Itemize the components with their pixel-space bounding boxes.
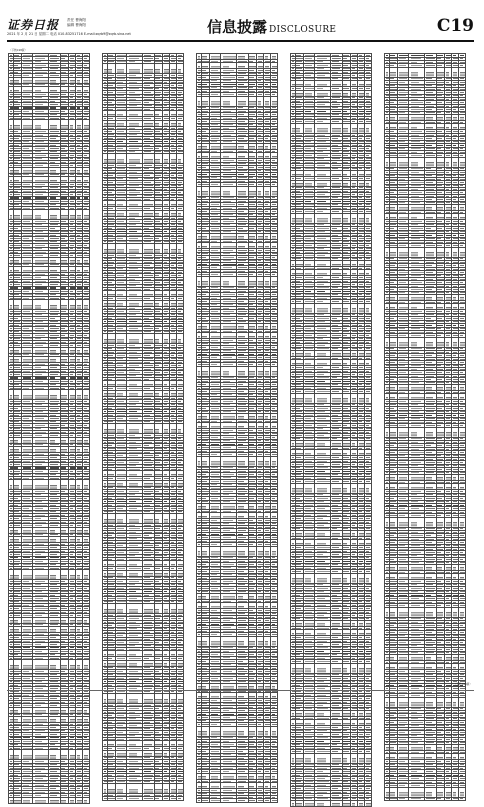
- table-cell: [13, 120, 21, 130]
- table-cell: [170, 154, 177, 164]
- table-row: [197, 276, 278, 286]
- table-cell: [237, 276, 248, 286]
- table-cell: [76, 750, 83, 760]
- table-cell: [60, 480, 68, 490]
- table-cell: [256, 366, 263, 376]
- table-cell: [264, 186, 271, 196]
- table-cell: [271, 186, 278, 196]
- table-cell: [83, 300, 90, 310]
- table-cell: [264, 456, 271, 466]
- table-cell: [209, 96, 220, 106]
- table-row: [9, 570, 90, 580]
- table-cell: [60, 390, 68, 400]
- table-cell: [154, 784, 162, 794]
- table-row: [103, 334, 184, 344]
- table-cell: [221, 366, 237, 376]
- table-cell: [127, 334, 143, 344]
- table-row: [197, 366, 278, 376]
- table-cell: [143, 604, 154, 614]
- table-cell: [256, 276, 263, 286]
- table-cell: [115, 797, 126, 800]
- table-cell: [21, 660, 32, 670]
- page-number: C19: [436, 16, 474, 36]
- table-cell: [68, 750, 75, 760]
- table-cell: [107, 604, 115, 614]
- table-cell: [68, 480, 75, 490]
- table-cell: [162, 244, 169, 254]
- table-cell: [76, 797, 83, 803]
- table-cell: [221, 186, 237, 196]
- table-cell: [162, 784, 169, 794]
- table-cell: [162, 334, 169, 344]
- table-cell: [107, 64, 115, 74]
- table-cell: [13, 210, 21, 220]
- table-cell: [107, 424, 115, 434]
- table-cell: [256, 456, 263, 466]
- table-cell: [107, 154, 115, 164]
- table-cell: [264, 276, 271, 286]
- editor-credits: [67, 18, 86, 27]
- table-cell: [115, 424, 126, 434]
- table-cell: [248, 276, 256, 286]
- masthead: [7, 16, 474, 40]
- masthead-rule: [7, 40, 474, 42]
- table-cell: [256, 96, 263, 106]
- section-title-en: DISCLOSURE: [269, 25, 337, 35]
- table-cell: [154, 604, 162, 614]
- section-title: [207, 16, 336, 37]
- table-cell: [21, 750, 32, 760]
- disclosure-table: [8, 53, 90, 804]
- table-row: [9, 797, 90, 803]
- table-cell: [264, 96, 271, 106]
- table-cell: [76, 480, 83, 490]
- table-cell: [60, 660, 68, 670]
- table-cell: [49, 300, 60, 310]
- table-row: [197, 186, 278, 196]
- table-cell: [68, 210, 75, 220]
- table-cell: [68, 300, 75, 310]
- table-cell: [127, 514, 143, 524]
- table-cell: [83, 750, 90, 760]
- editor-credit-line-2: 编辑 曹海阳: [67, 22, 87, 27]
- table-cell: [49, 570, 60, 580]
- table-cell: [221, 456, 237, 466]
- editor-credit-line-1: 责任 曹海阳: [67, 18, 87, 22]
- table-cell: [21, 797, 32, 803]
- table-cell: [21, 480, 32, 490]
- section-title-cn: 信息披露: [207, 18, 268, 36]
- table-cell: [162, 694, 169, 704]
- table-cell: [33, 750, 49, 760]
- table-cell: [76, 300, 83, 310]
- table-cell: [49, 210, 60, 220]
- table-cell: [33, 797, 49, 803]
- table-cell: [209, 186, 220, 196]
- table-cell: [170, 797, 177, 800]
- table-cell: [49, 390, 60, 400]
- table-row: [9, 300, 90, 310]
- table-cell: [162, 154, 169, 164]
- table-cell: [33, 210, 49, 220]
- table-cell: [209, 276, 220, 286]
- table-cell: [154, 514, 162, 524]
- table-cell: [143, 424, 154, 434]
- table-cell: [201, 276, 209, 286]
- table-cell: [271, 276, 278, 286]
- table-cell: [49, 797, 60, 803]
- table-row: [197, 96, 278, 106]
- table-cell: [170, 334, 177, 344]
- table-cell: [154, 424, 162, 434]
- table-cell: [68, 797, 75, 803]
- table-cell: [170, 514, 177, 524]
- table-cell: [33, 480, 49, 490]
- table-cell: [115, 514, 126, 524]
- table-cell: [154, 797, 162, 800]
- table-cell: [68, 660, 75, 670]
- disclosure-table: [102, 53, 184, 801]
- table-row: [103, 244, 184, 254]
- table-cell: [143, 784, 154, 794]
- table-cell: [221, 276, 237, 286]
- table-cell: [21, 570, 32, 580]
- table-cell: [68, 570, 75, 580]
- table-row: [103, 514, 184, 524]
- table-cell: [154, 694, 162, 704]
- table-cell: [177, 64, 184, 74]
- table-cell: [60, 570, 68, 580]
- table-cell: [271, 456, 278, 466]
- table-cell: [13, 480, 21, 490]
- table-row: [103, 154, 184, 164]
- table-cell: [115, 604, 126, 614]
- table-cell: [21, 210, 32, 220]
- table-row: [103, 424, 184, 434]
- table-cell: [248, 96, 256, 106]
- table-cell: [237, 366, 248, 376]
- table-row: [9, 390, 90, 400]
- table-cell: [170, 64, 177, 74]
- table-cell: [170, 784, 177, 794]
- table-cell: [68, 120, 75, 130]
- table-cell: [264, 366, 271, 376]
- table-cell: [177, 797, 184, 800]
- table-cell: [107, 334, 115, 344]
- table-cell: [162, 514, 169, 524]
- table-cell: [127, 797, 143, 800]
- table-cell: [209, 456, 220, 466]
- table-row: [103, 64, 184, 74]
- table-cell: [143, 694, 154, 704]
- table-cell: [162, 604, 169, 614]
- table-cell: [143, 514, 154, 524]
- table-cell: [143, 797, 154, 800]
- table-cell: [162, 64, 169, 74]
- table-cell: [237, 456, 248, 466]
- table-cell: [201, 186, 209, 196]
- table-cell: [33, 120, 49, 130]
- table-cell: [248, 186, 256, 196]
- table-row: [9, 120, 90, 130]
- table-cell: [83, 120, 90, 130]
- table-cell: [60, 300, 68, 310]
- table-cell: [154, 64, 162, 74]
- newspaper-logo: 证券日报: [7, 18, 60, 32]
- table-cell: [115, 694, 126, 704]
- table-cell: [83, 480, 90, 490]
- table-cell: [237, 96, 248, 106]
- table-cell: [170, 604, 177, 614]
- table-cell: [13, 390, 21, 400]
- table-cell: [21, 300, 32, 310]
- table-cell: [49, 660, 60, 670]
- table-cell: [143, 64, 154, 74]
- table-cell: [154, 154, 162, 164]
- table-row: [9, 750, 90, 760]
- table-cell: [154, 334, 162, 344]
- table-cell: [83, 390, 90, 400]
- table-cell: [154, 244, 162, 254]
- table-cell: [221, 96, 237, 106]
- table-cell: [170, 424, 177, 434]
- table-cell: [201, 366, 209, 376]
- table-cell: [107, 784, 115, 794]
- table-cell: [248, 366, 256, 376]
- table-cell: [209, 366, 220, 376]
- table-cell: [127, 244, 143, 254]
- table-cell: [60, 210, 68, 220]
- column-caption: （下转C18版）: [9, 49, 28, 52]
- table-cell: [49, 120, 60, 130]
- table-row: [197, 456, 278, 466]
- table-cell: [13, 660, 21, 670]
- table-cell: [248, 456, 256, 466]
- table-row: [9, 210, 90, 220]
- table-cell: [21, 390, 32, 400]
- table-cell: [13, 300, 21, 310]
- table-cell: [115, 64, 126, 74]
- table-cell: [13, 797, 21, 803]
- table-cell: [237, 186, 248, 196]
- table-cell: [162, 424, 169, 434]
- table-cell: [177, 604, 184, 614]
- table-cell: [107, 244, 115, 254]
- table-cell: [76, 390, 83, 400]
- table-cell: [60, 750, 68, 760]
- table-cell: [177, 424, 184, 434]
- table-cell: [256, 186, 263, 196]
- disclosure-column-2: [102, 48, 184, 801]
- table-cell: [33, 660, 49, 670]
- table-cell: [60, 120, 68, 130]
- issue-date-line: 2021 年 2 月 21 日 星期二 电话 010-83251716 E-mail:zqrb9@zqrb.sina.net: [7, 32, 131, 36]
- table-cell: [13, 750, 21, 760]
- table-cell: [143, 244, 154, 254]
- table-cell: [115, 784, 126, 794]
- table-cell: [271, 96, 278, 106]
- table-cell: [49, 480, 60, 490]
- table-cell: [201, 456, 209, 466]
- table-cell: [13, 570, 21, 580]
- table-cell: [33, 570, 49, 580]
- table-cell: [127, 154, 143, 164]
- table-cell: [115, 244, 126, 254]
- table-row: [103, 604, 184, 614]
- table-cell: [115, 154, 126, 164]
- table-cell: [83, 210, 90, 220]
- table-cell: [68, 390, 75, 400]
- table-cell: [107, 797, 115, 800]
- table-cell: [177, 514, 184, 524]
- table-cell: [115, 334, 126, 344]
- table-cell: [33, 300, 49, 310]
- table-cell: [76, 660, 83, 670]
- table-cell: [76, 120, 83, 130]
- table-row: [9, 480, 90, 490]
- table-cell: [83, 797, 90, 803]
- table-cell: [127, 64, 143, 74]
- table-cell: [21, 120, 32, 130]
- table-cell: [143, 154, 154, 164]
- table-row: [103, 784, 184, 794]
- table-cell: [177, 784, 184, 794]
- table-cell: [127, 604, 143, 614]
- table-cell: [107, 694, 115, 704]
- table-cell: [49, 750, 60, 760]
- table-cell: [177, 154, 184, 164]
- table-cell: [127, 784, 143, 794]
- table-cell: [143, 334, 154, 344]
- table-cell: [170, 244, 177, 254]
- table-cell: [33, 390, 49, 400]
- table-cell: [177, 694, 184, 704]
- table-cell: [83, 660, 90, 670]
- table-cell: [107, 514, 115, 524]
- table-row: [9, 660, 90, 670]
- table-cell: [177, 244, 184, 254]
- table-cell: [162, 797, 169, 800]
- table-cell: [127, 694, 143, 704]
- table-cell: [127, 424, 143, 434]
- table-row: [103, 694, 184, 704]
- table-row: [103, 797, 184, 800]
- table-cell: [83, 570, 90, 580]
- table-cell: [271, 366, 278, 376]
- table-cell: [60, 797, 68, 803]
- table-cell: [177, 334, 184, 344]
- table-cell: [170, 694, 177, 704]
- table-cell: [201, 96, 209, 106]
- table-cell: [76, 570, 83, 580]
- table-cell: [76, 210, 83, 220]
